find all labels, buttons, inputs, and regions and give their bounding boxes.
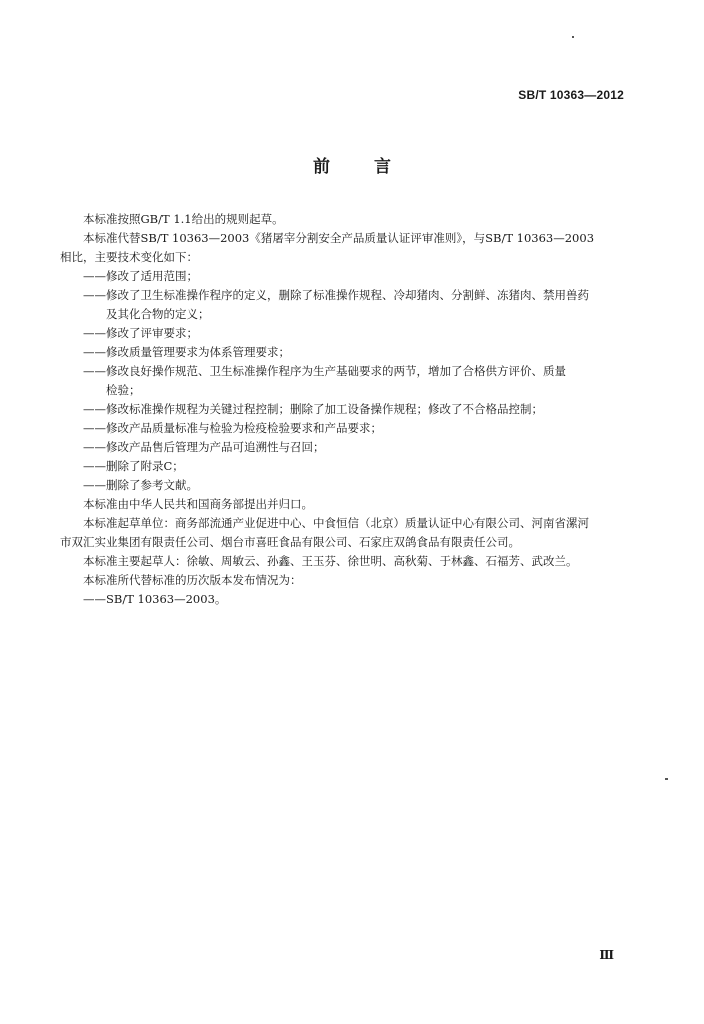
change-item: ——修改良好操作规范、卫生标准操作程序为生产基础要求的两节，增加了合格供方评价、质量 xyxy=(83,364,566,378)
page-number: Ⅲ xyxy=(599,948,614,962)
change-item: ——修改产品质量标准与检验为检疫检验要求和产品要求； xyxy=(83,421,382,435)
change-item: ——修改产品售后管理为产品可追溯性与召回； xyxy=(83,440,325,454)
change-item: ——修改了评审要求； xyxy=(83,326,198,340)
change-item: ——修改了卫生标准操作程序的定义，删除了标准操作规程、冷却猪肉、分割鲜、冻猪肉、禁用兽药 xyxy=(83,288,589,302)
foreword-body xyxy=(60,210,630,609)
paragraph-drafting-rule: 本标准按照GB/T 1.1给出的规则起草。 xyxy=(83,212,284,226)
paragraph-replacement-cont: 相比，主要技术变化如下： xyxy=(60,250,198,264)
change-item: ——修改标准操作规程为关键过程控制；删除了加工设备操作规程；修改了不合格品控制； xyxy=(83,402,543,416)
change-item: ——删除了附录C； xyxy=(83,459,184,473)
change-item-cont: 检验； xyxy=(106,383,141,397)
change-item-cont: 及其化合物的定义； xyxy=(106,307,210,321)
paragraph-history-intro: 本标准所代替标准的历次版本发布情况为： xyxy=(83,573,302,587)
change-item: ——修改质量管理要求为体系管理要求； xyxy=(83,345,290,359)
paragraph-drafting-units: 本标准起草单位：商务部流通产业促进中心、中食恒信（北京）质量认证中心有限公司、河南省漯河 xyxy=(83,516,589,530)
page-title: 前言 xyxy=(313,157,435,177)
scan-speck xyxy=(572,36,574,38)
history-item: ——SB/T 10363—2003。 xyxy=(83,592,227,606)
scan-speck xyxy=(665,778,668,780)
paragraph-drafting-units-cont: 市双汇实业集团有限责任公司、烟台市喜旺食品有限公司、石家庄双鸽食品有限责任公司。 xyxy=(60,535,520,549)
paragraph-replacement: 本标准代替SB/T 10363—2003《猪屠宰分割安全产品质量认证评审准则》，与SB/T 10363—2003 xyxy=(83,231,595,245)
paragraph-proposer: 本标准由中华人民共和国商务部提出并归口。 xyxy=(83,497,313,511)
change-item: ——修改了适用范围； xyxy=(83,269,198,283)
change-item: ——删除了参考文献。 xyxy=(83,478,198,492)
paragraph-drafters: 本标准主要起草人：徐敏、周敏云、孙鑫、王玉芬、徐世明、高秋菊、于林鑫、石福芳、武改兰。 xyxy=(83,554,578,568)
standard-code: SB/T 10363—2012 xyxy=(518,88,624,102)
